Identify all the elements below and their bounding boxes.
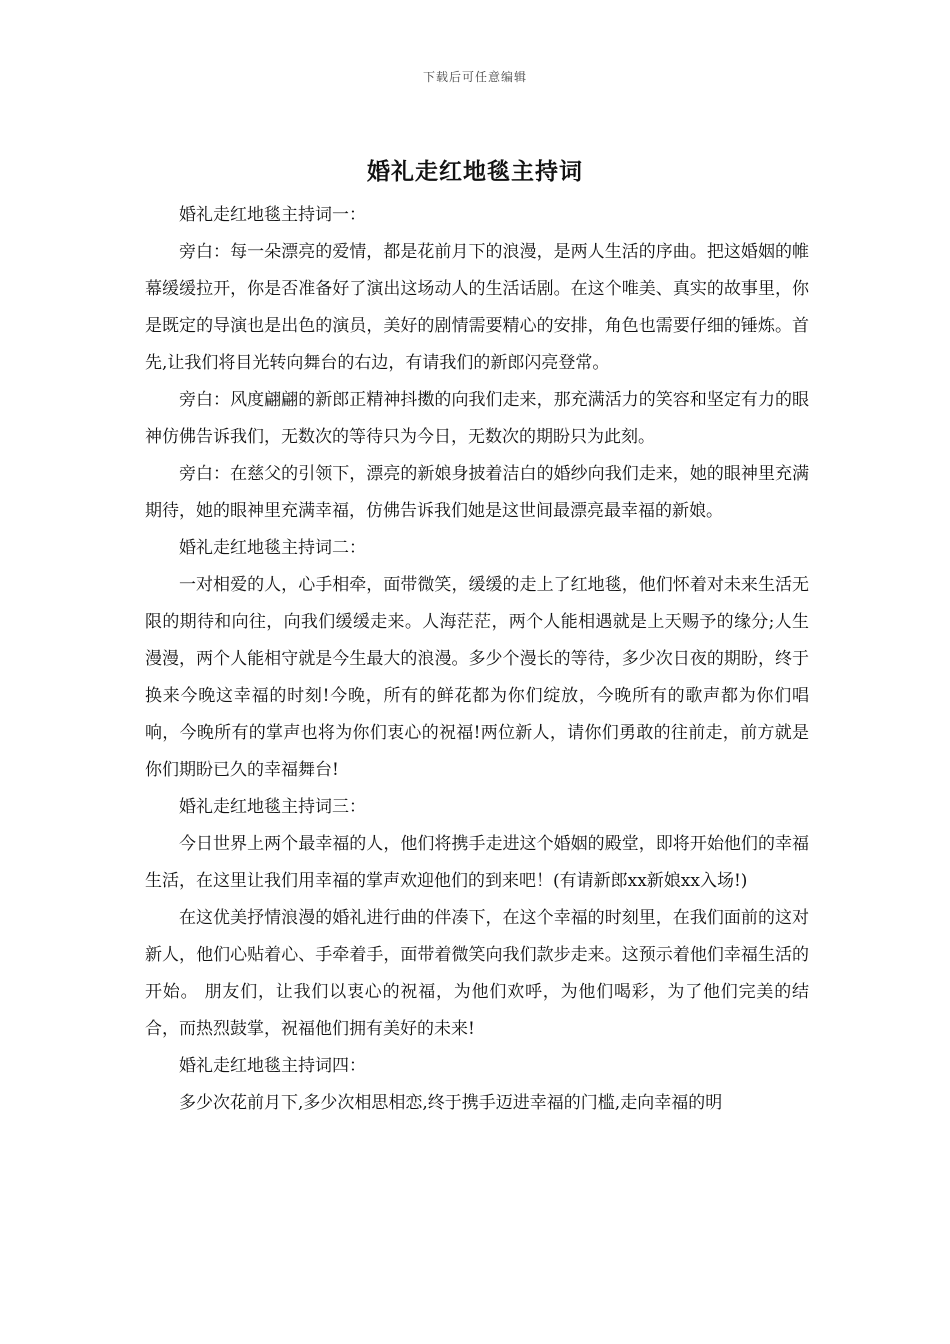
section-heading: 婚礼走红地毯主持词四： <box>179 1056 366 1076</box>
page-header-note: 下载后可任意编辑 <box>422 70 527 84</box>
paragraph: 在这优美抒情浪漫的婚礼进行曲的伴凑下，在这个幸福的时刻里，在我们面前的这对新人，他们心贴着心、手牵着手，面带着微笑向我们款步走来。这预示着他们幸福生活的开始。 朋友们，让我们以衷心的祝福，为他们欢呼，为他们喝彩，为了他们完美的结合，而热烈鼓掌，祝福他们拥有美好的未来! <box>145 908 809 1039</box>
paragraph: 今日世界上两个最幸福的人，他们将携手走进这个婚姻的殿堂，即将开始他们的幸福生活，在这里让我们用幸福的掌声欢迎他们的到来吧！(有请新郎xx新娘xx入场!) <box>145 834 809 891</box>
section-heading: 婚礼走红地毯主持词三： <box>179 797 366 817</box>
section-heading: 婚礼走红地毯主持词二： <box>179 538 366 558</box>
paragraph: 旁白：在慈父的引领下，漂亮的新娘身披着洁白的婚纱向我们走来，她的眼神里充满期待，她的眼神里充满幸福，仿佛告诉我们她是这世间最漂亮最幸福的新娘。 <box>145 464 809 521</box>
paragraph: 一对相爱的人，心手相牵，面带微笑，缓缓的走上了红地毯，他们怀着对未来生活无限的期待和向往，向我们缓缓走来。人海茫茫，两个人能相遇就是上天赐予的缘分;人生漫漫，两个人能相守就是今生最大的浪漫。多少个漫长的等待，多少次日夜的期盼，终于换来今晚这幸福的时刻!今晚，所有的鲜花都为你们绽放，今晚所有的歌声都为你们唱响，今晚所有的掌声也将为你们衷心的祝福!两位新人，请你们勇敢的往前走，前方就是你们期盼已久的幸福舞台! <box>145 575 809 780</box>
document-body <box>145 197 809 1122</box>
paragraph: 旁白：风度翩翩的新郎正精神抖擞的向我们走来，那充满活力的笑容和坚定有力的眼神仿佛告诉我们，无数次的等待只为今日，无数次的期盼只为此刻。 <box>145 390 809 447</box>
paragraph: 多少次花前月下,多少次相思相恋,终于携手迈进幸福的门槛,走向幸福的明 <box>179 1093 723 1113</box>
document-title: 婚礼走红地毯主持词 <box>367 158 583 185</box>
paragraph: 旁白：每一朵漂亮的爱情，都是花前月下的浪漫，是两人生活的序曲。把这婚姻的帷幕缓缓拉开，你是否准备好了演出这场动人的生活话剧。在这个唯美、真实的故事里，你是既定的导演也是出色的演员，美好的剧情需要精心的安排，角色也需要仔细的锤炼。首先,让我们将目光转向舞台的右边，有请我们的新郎闪亮登常。 <box>145 242 809 373</box>
section-heading: 婚礼走红地毯主持词一： <box>179 205 366 225</box>
